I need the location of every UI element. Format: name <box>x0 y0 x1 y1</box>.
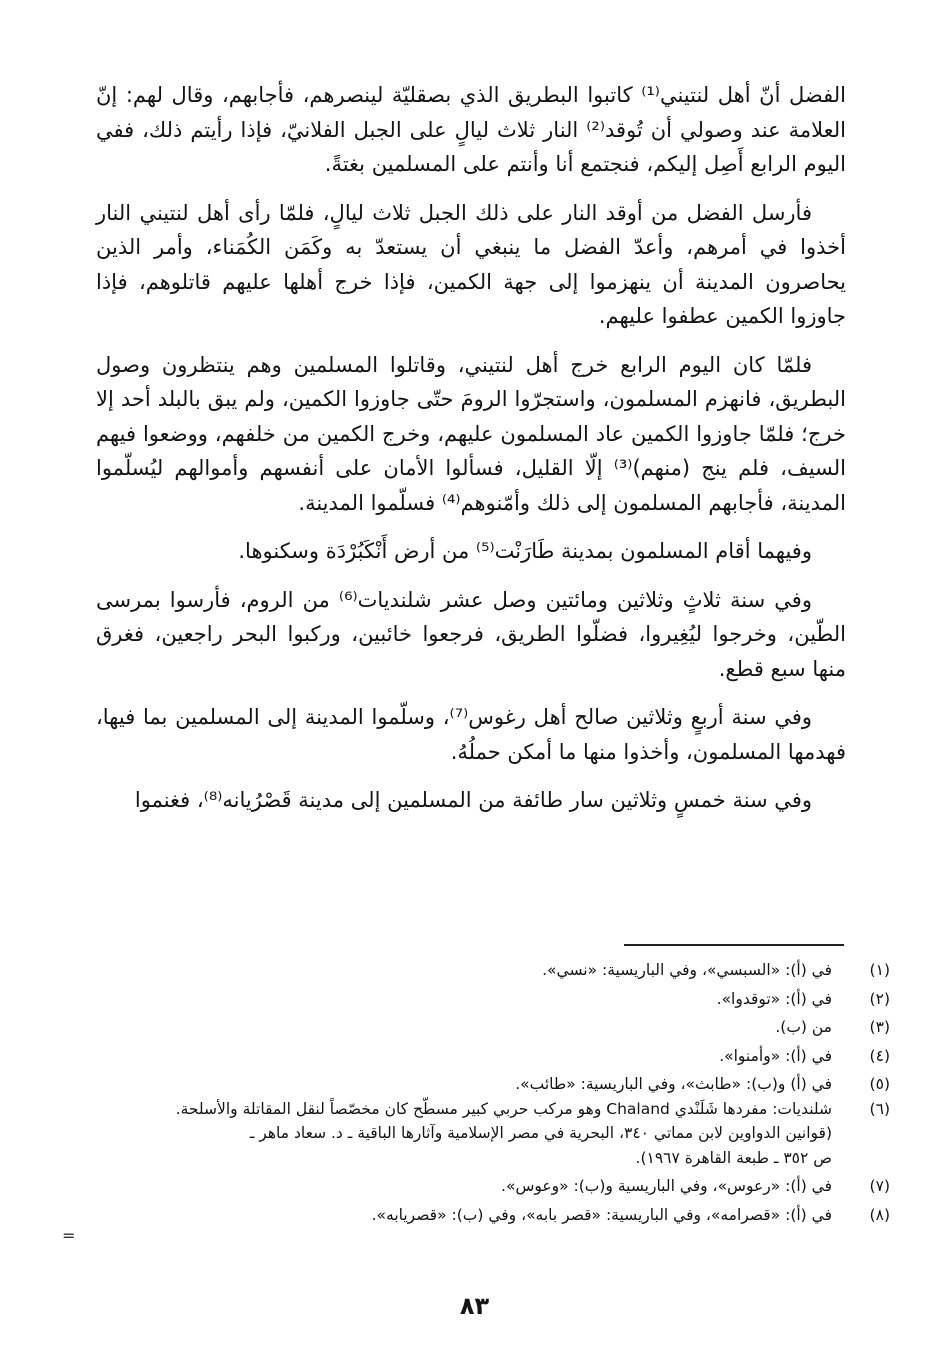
footnote-text <box>110 987 832 1012</box>
paragraph-4: وفيهما أقام المسلمون بمدينة طَارَنْت⁽⁵⁾ من أرض أَنْكَبُرْدَة وسكنوها. <box>238 539 812 563</box>
footnote-line: ص ٣٥٢ ـ طبعة القاهرة ١٩٦٧). <box>635 1148 832 1167</box>
footnote-text <box>110 1072 832 1097</box>
footnote-3 <box>110 1015 890 1040</box>
paragraph-1: الفضل أنّ أهل لنتيني⁽¹⁾ كاتبوا البطريق الذي بصقليّة لينصرهم، فأجابهم، وقال لهم: إنّ العلامة عند وصولي أن تُوقد⁽²⁾ النار ثلاث ليالٍ على الجبل الفلانيّ، فإذا رأيتم ذلك، ففي اليوم الرابع أَصِل إليكم، فنجتمع أنا وأنتم على المسلمين بغتةً. <box>96 83 847 176</box>
footnote-text <box>110 958 832 983</box>
footnote-number: (٤) <box>869 1046 890 1065</box>
footnote-4 <box>110 1044 890 1069</box>
footnote-text <box>110 1097 832 1171</box>
footnote-number: (٧) <box>869 1177 890 1195</box>
footnote-text <box>110 1174 832 1199</box>
footnote-number: (٢) <box>869 989 890 1008</box>
paragraph-2: فأرسل الفضل من أوقد النار على ذلك الجبل ثلاث ليالٍ، فلمّا رأى أهل لنتيني النار أخذوا في أمرهم، وأعدّ الفضل ما ينبغي أن يستعدّ به وكَمَن الكُمَناء، وأمر الذين يحاصرون المدينة أن ينهزموا إلى جهة الكمين، فإذا خرج أهلها عليهم قاتلوهم، فإذا جاوزوا الكمين عطفوا عليهم. <box>96 200 846 328</box>
footnote-5 <box>110 1072 890 1097</box>
footnote-line: في (أ): «رعوس»، وفي الباريسية و(ب): «وعوس». <box>501 1177 832 1195</box>
footnote-line: في (أ): «السبسي»، وفي الباريسية: «نسي». <box>542 961 832 979</box>
paragraph-3: فلمّا كان اليوم الرابع خرج أهل لنتيني، وقاتلوا المسلمين وهم ينتظرون وصول البطريق، فانهزم المسلمون، واستجرّوا الرومَ حتّى جاوزوا الكمين، ولم يبق بالبلد أحد إلا خرج؛ فلمّا جاوزوا الكمين عاد المسلمون عليهم، وخرج الكمين من خلفهم، ووضعوا فيهم السيف، فلم ينج (منهم)⁽³⁾ إلّا القليل، فسألوا الأمان على أنفسهم وأموالهم ليُسلّموا المدينة، فأجابهم المسلمون إلى ذلك وأمّنوهم⁽⁴⁾ فسلّموا المدينة. <box>96 352 846 515</box>
footnote-line: في (أ): «وأمنوا». <box>719 1046 832 1065</box>
main-text-block <box>96 78 846 818</box>
footnote-line: في (أ): «قصرامه»، وفي الباريسية: «قصر بابه»، وفي (ب): «قصريابه». <box>371 1205 832 1224</box>
paragraph-6: وفي سنة أربعٍ وثلاثين صالح أهل رغوس⁽⁷⁾، وسلّموا المدينة إلى المسلمين بما فيها، فهدمها المسلمون، وأخذوا منها ما أمكن حملُهُ. <box>96 705 846 764</box>
footnote-6 <box>110 1097 890 1171</box>
footnote-number: (٨) <box>869 1205 890 1224</box>
footnote-line: (قوانين الدواوين لابن مماتي ٣٤٠، البحرية في مصر الإسلامية وآثارها الباقية ـ د. سعاد ماهر ـ <box>249 1124 832 1142</box>
footnotes-block <box>110 958 890 1227</box>
footnote-line: من (ب). <box>775 1018 832 1036</box>
footnote-divider <box>624 944 844 946</box>
footnote-line: شلنديات: مفردها شَلَنْدي Chaland وهو مركب حربي كبير مسطّح كان مخصّصاً لنقل المقاتلة والأسلحة. <box>175 1099 832 1118</box>
footnote-number: (٣) <box>869 1018 890 1036</box>
footnote-1 <box>110 958 890 983</box>
page-number: ٨٣ <box>459 1292 490 1320</box>
footnote-number: (٦) <box>869 1099 890 1118</box>
continuation-mark: = <box>62 1226 76 1245</box>
paragraph-5: وفي سنة ثلاثٍ وثلاثين ومائتين وصل عشر شلنديات⁽⁶⁾ من الروم، فأرسوا بمرسى الطّين، وخرجوا ليُغِيروا، فضلّوا الطريق، فرجعوا خائبين، وركبوا البحر راجعين، فغرق منها سبع قطع. <box>96 587 846 681</box>
footnote-text <box>110 1015 832 1040</box>
footnote-number: (٥) <box>869 1075 890 1093</box>
footnote-line: في (أ): «توقدوا». <box>716 989 832 1008</box>
footnote-7 <box>110 1174 890 1199</box>
footnote-8 <box>110 1203 890 1228</box>
footnote-2 <box>110 987 890 1012</box>
footnote-text <box>110 1044 832 1069</box>
footnote-line: في (أ) و(ب): «طابث»، وفي الباريسية: «طائب». <box>515 1075 832 1093</box>
footnote-text <box>110 1203 832 1228</box>
paragraph-7: وفي سنة خمسٍ وثلاثين سار طائفة من المسلمين إلى مدينة قَصْرُيانه⁽⁸⁾، فغنموا <box>134 788 812 812</box>
footnote-number: (١) <box>869 961 890 979</box>
